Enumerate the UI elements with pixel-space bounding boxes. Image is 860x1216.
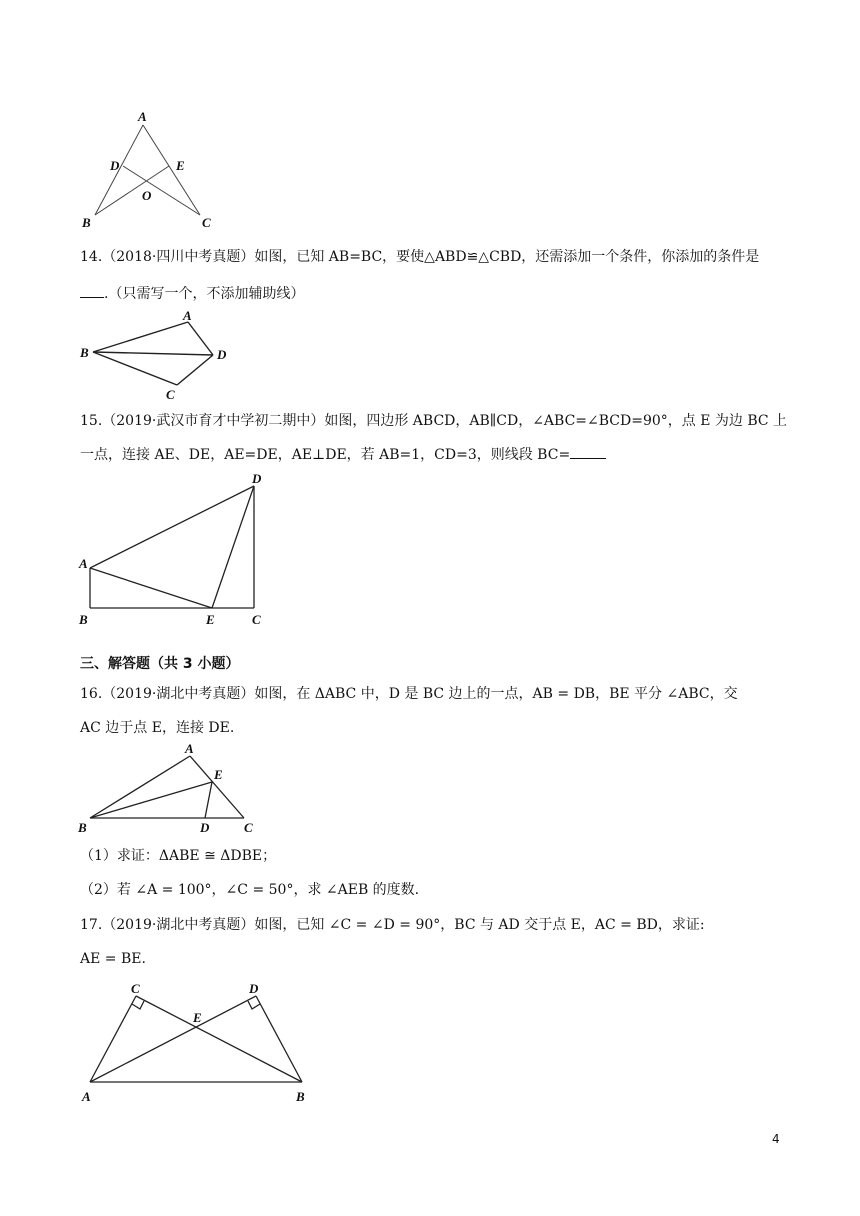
label-C: C <box>166 387 175 402</box>
q16-sub1: （1）求证：ΔABE ≅ ΔDBE； <box>80 848 277 864</box>
section-heading: 三、解答题（共 3 小题） <box>80 656 240 672</box>
label-C: C <box>252 612 261 627</box>
q15-line1: 15.（2019·武汉市育才中学初二期中）如图，四边形 ABCD，AB∥CD，∠ABC=∠BCD=90°，点 E 为边 BC 上 <box>80 413 788 429</box>
label-C: C <box>244 820 253 835</box>
q16-line1: 16.（2019·湖北中考真题）如图，在 ΔABC 中，D 是 BC 边上的一点，AB = DB，BE 平分 ∠ABC，交 <box>80 686 738 702</box>
label-A: A <box>183 308 192 323</box>
label-E: E <box>214 767 223 782</box>
q16-sub2: （2）若 ∠A = 100°，∠C = 50°，求 ∠AEB 的度数. <box>80 882 420 898</box>
label-E: E <box>193 1010 202 1025</box>
q17-line1: 17.（2019·湖北中考真题）如图，已知 ∠C = ∠D = 90°，BC 与 AD 交于点 E，AC = BD，求证: <box>80 917 705 933</box>
label-D: D <box>252 471 262 486</box>
label-D: D <box>110 158 120 173</box>
label-D: D <box>217 347 227 362</box>
label-C: C <box>202 215 211 230</box>
label-B: B <box>79 612 88 627</box>
page-number: 4 <box>772 1132 780 1146</box>
label-C: C <box>131 981 140 996</box>
label-A: A <box>138 109 147 124</box>
label-A: A <box>79 556 88 571</box>
label-E: E <box>176 158 185 173</box>
label-B: B <box>78 820 87 835</box>
label-B: B <box>296 1089 305 1104</box>
q17-line2: AE = BE. <box>80 951 146 967</box>
label-A: A <box>82 1089 91 1104</box>
q14-line1: 14.（2018·四川中考真题）如图，已知 AB=BC，要使△ABD≌△CBD，还需添加一个条件，你添加的条件是 <box>80 249 760 265</box>
q16-line2: AC 边于点 E，连接 DE. <box>80 720 235 736</box>
label-O: O <box>142 188 152 203</box>
label-A: A <box>185 741 194 756</box>
q15-line2: 一点，连接 AE、DE，AE=DE，AE⊥DE，若 AB=1，CD=3，则线段 BC= <box>80 447 571 463</box>
label-E: E <box>206 612 215 627</box>
label-B: B <box>80 345 89 360</box>
label-D: D <box>249 981 259 996</box>
q14-line2: .（只需写一个，不添加辅助线） <box>104 286 305 302</box>
label-D: D <box>200 820 210 835</box>
label-B: B <box>82 215 91 230</box>
